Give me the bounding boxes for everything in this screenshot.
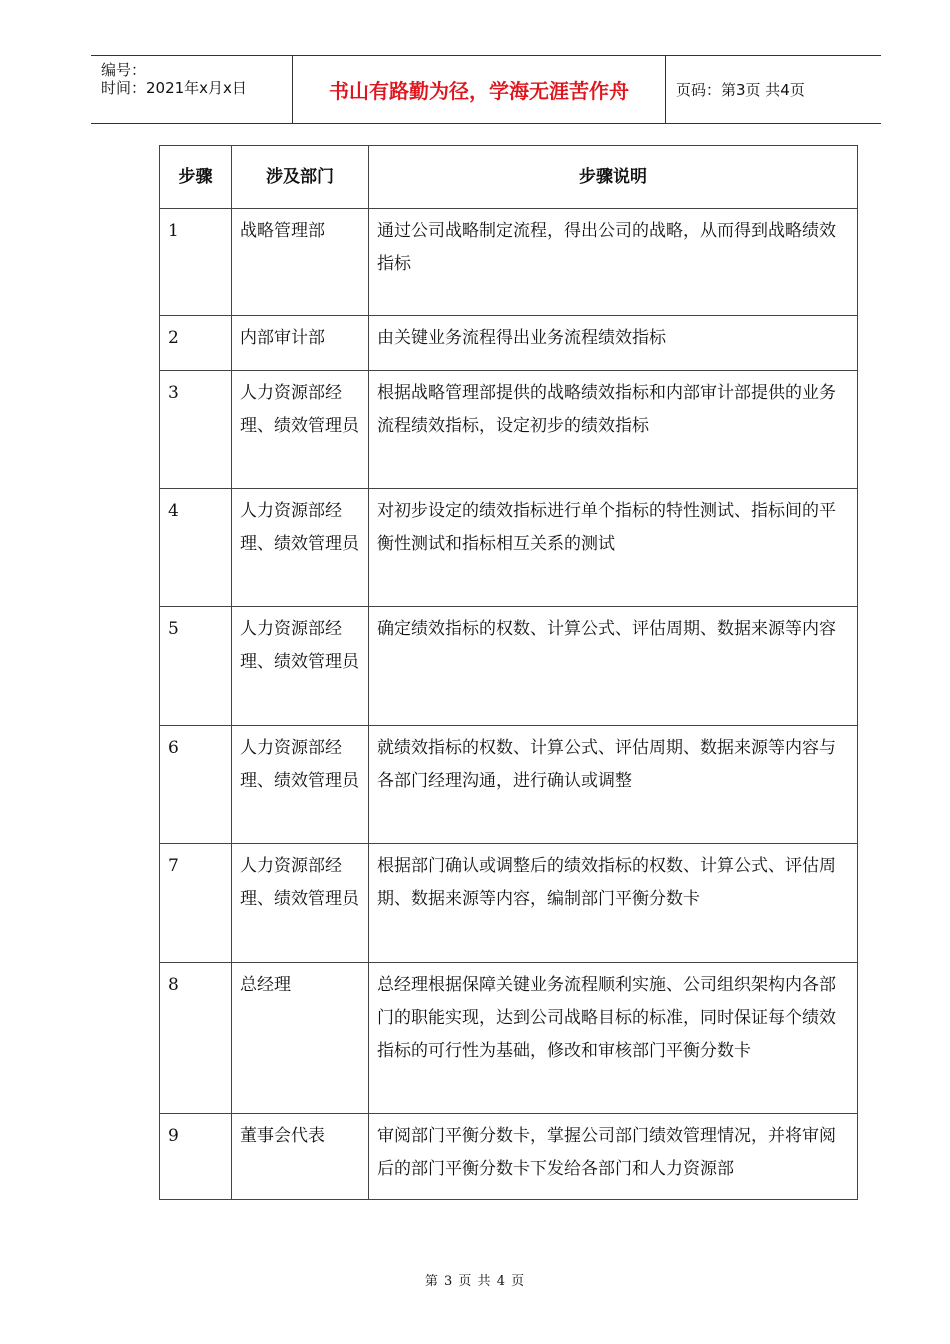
table-row	[160, 489, 858, 607]
step-description: 对初步设定的绩效指标进行单个指标的特性测试、指标间的平衡性测试和指标相互关系的测试	[369, 489, 858, 607]
step-description: 总经理根据保障关键业务流程顺利实施、公司组织架构内各部门的职能实现，达到公司战略目标的标准，同时保证每个绩效指标的可行性为基础，修改和审核部门平衡分数卡	[369, 963, 858, 1114]
table-row	[160, 844, 858, 963]
table-row	[160, 607, 858, 726]
step-number: 3	[160, 371, 232, 489]
column-header-description: 步骤说明	[369, 146, 858, 209]
step-description: 确定绩效指标的权数、计算公式、评估周期、数据来源等内容	[369, 607, 858, 726]
column-header-department: 涉及部门	[232, 146, 369, 209]
column-header-step: 步骤	[160, 146, 232, 209]
step-number: 6	[160, 726, 232, 844]
step-number: 2	[160, 316, 232, 371]
table-row	[160, 316, 858, 371]
step-description: 就绩效指标的权数、计算公式、评估周期、数据来源等内容与各部门经理沟通，进行确认或调整	[369, 726, 858, 844]
step-department: 人力资源部经理、绩效管理员	[232, 607, 369, 726]
table-row	[160, 1114, 858, 1200]
step-description: 通过公司战略制定流程，得出公司的战略，从而得到战略绩效指标	[369, 209, 858, 316]
step-department: 董事会代表	[232, 1114, 369, 1200]
steps-table	[159, 145, 858, 1200]
step-department: 总经理	[232, 963, 369, 1114]
step-department: 人力资源部经理、绩效管理员	[232, 371, 369, 489]
page-header	[91, 55, 881, 124]
step-description: 由关键业务流程得出业务流程绩效指标	[369, 316, 858, 371]
step-number: 4	[160, 489, 232, 607]
table-row	[160, 209, 858, 316]
step-number: 8	[160, 963, 232, 1114]
document-time-label: 时间：2021年x月x日	[101, 79, 247, 97]
document-number-label: 编号：	[101, 61, 147, 79]
header-motto: 书山有路勤为径，学海无涯苦作舟	[293, 56, 666, 123]
step-description: 审阅部门平衡分数卡，掌握公司部门绩效管理情况，并将审阅后的部门平衡分数卡下发给各部门和人力资源部	[369, 1114, 858, 1200]
header-meta	[91, 56, 293, 123]
step-department: 人力资源部经理、绩效管理员	[232, 726, 369, 844]
step-number: 1	[160, 209, 232, 316]
table-row	[160, 726, 858, 844]
step-number: 9	[160, 1114, 232, 1200]
step-department: 人力资源部经理、绩效管理员	[232, 844, 369, 963]
step-number: 5	[160, 607, 232, 726]
step-number: 7	[160, 844, 232, 963]
step-department: 内部审计部	[232, 316, 369, 371]
step-description: 根据战略管理部提供的战略绩效指标和内部审计部提供的业务流程绩效指标，设定初步的绩效指标	[369, 371, 858, 489]
step-description: 根据部门确认或调整后的绩效指标的权数、计算公式、评估周期、数据来源等内容，编制部门平衡分数卡	[369, 844, 858, 963]
table-header-row	[160, 146, 858, 209]
header-page-number: 页码：第3页 共4页	[676, 81, 805, 99]
table-row	[160, 371, 858, 489]
step-department: 人力资源部经理、绩效管理员	[232, 489, 369, 607]
table-row	[160, 963, 858, 1114]
page-footer: 第 3 页 共 4 页	[424, 1274, 526, 1289]
step-department: 战略管理部	[232, 209, 369, 316]
